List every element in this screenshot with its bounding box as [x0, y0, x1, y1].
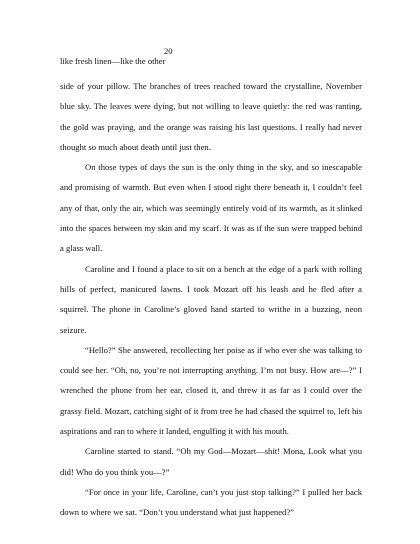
paragraph: “Hello?” She answered, recollecting her poise as if who ever she was talking to could see her. “Oh, no, you’re not interrupting anything. I’m not busy. How are—?” I wrenched the phone from her ear, closed it, and threw it as far as I could over the grassy field. Mozart, catching sight of it from tree he had chased the squirrel to, left his aspirations and ran to where it landed, engulfing it with his mouth.	[60, 344, 362, 437]
body-text	[60, 76, 362, 523]
paragraph: Caroline started to stand. “Oh my God—Mozart—shit! Mona, Look what you did! Who do you think you—?”	[60, 446, 362, 477]
carryover-line: like fresh linen—like the other	[60, 56, 166, 66]
paragraph: side of your pillow. The branches of trees reached toward the crystalline, November blue sky. The leaves were dying, but not willing to leave quietly: the red was ranting, the gold was praying, and the orange was raising his last questions. I really had never thought so much about death until just then.	[60, 81, 362, 152]
paragraph: On those types of days the sun is the only thing in the sky, and so inescapable and promising of warmth. But even when I stood right there beneath it, I couldn’t feel any of that, only the air, which was seemingly entirely void of its warmth, as it slinked into the spaces between my skin and my scarf. It was as if the sun were trapped behind a glass wall.	[60, 162, 362, 254]
paragraph: “For once in your life, Caroline, can’t you just stop talking?” I pulled her back down to where we sat. “Don’t you understand what just happened?”	[60, 486, 362, 518]
paragraph: Caroline and I found a place to sit on a bench at the edge of a park with rolling hills of perfect, manicured lawns. I took Mozart off his leash and he fled after a squirrel. The phone in Caroline’s gloved hand started to writhe in a buzzing, neon seizure.	[60, 263, 362, 335]
page-number: 20	[164, 46, 173, 56]
